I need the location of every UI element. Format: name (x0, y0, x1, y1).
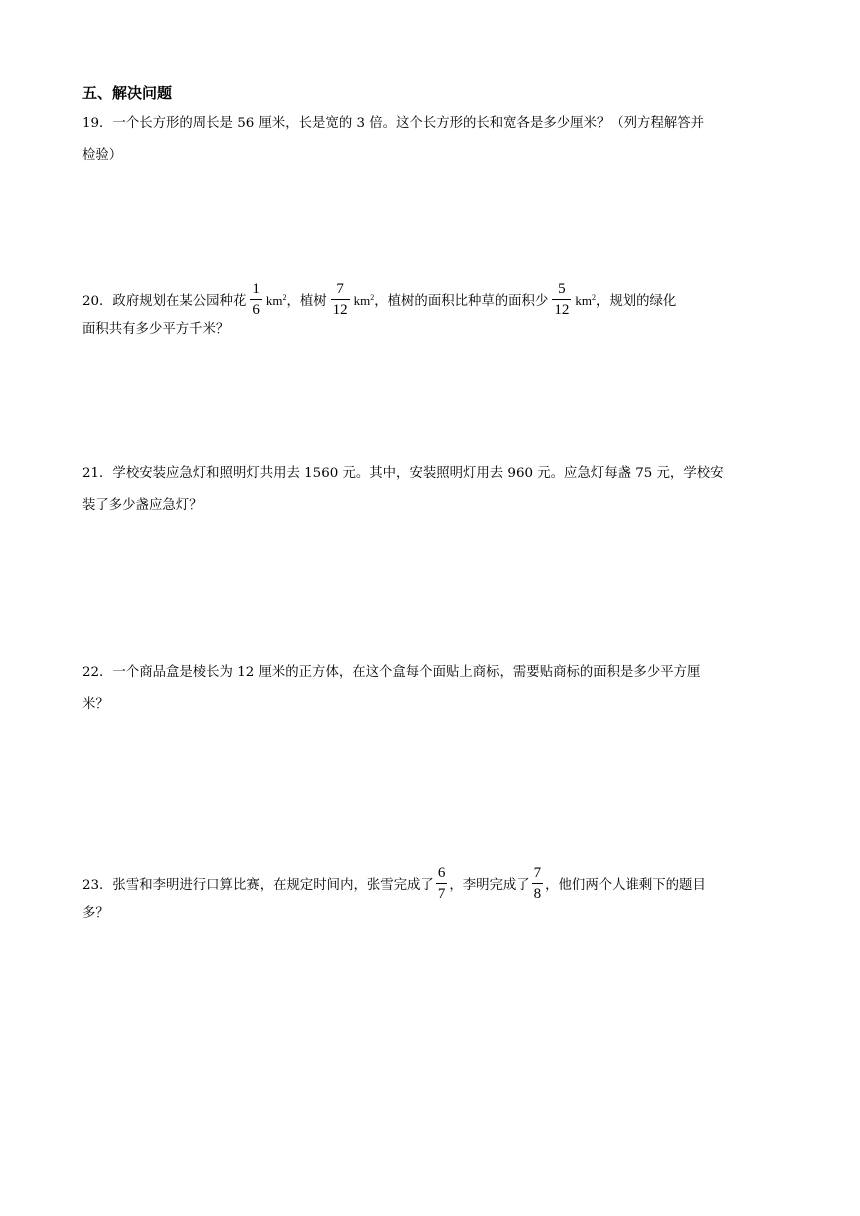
fraction-numerator: 7 (331, 280, 350, 300)
fraction-numerator: 7 (532, 864, 544, 884)
fraction-six-sevenths (436, 864, 448, 903)
fraction-denominator: 8 (533, 886, 542, 902)
question-21 (82, 458, 812, 522)
question-20-text-a: 20．政府规划在某公园种花 (82, 294, 247, 309)
unit-text: km (575, 293, 592, 308)
question-20-line-1 (82, 281, 812, 318)
fraction-numerator: 5 (552, 280, 571, 300)
question-23-line-2: 多？ (82, 906, 109, 921)
question-22 (82, 657, 812, 721)
fraction-denominator: 12 (332, 302, 348, 318)
fraction-numerator: 6 (436, 864, 448, 884)
question-20 (82, 282, 812, 346)
question-20-text-d: ，规划的绿化 (595, 294, 677, 309)
fraction-denominator: 12 (554, 302, 570, 318)
question-23 (82, 866, 812, 930)
fraction-seven-eighths (532, 864, 544, 903)
question-23-line-1 (82, 865, 812, 902)
unit-exponent: 2 (370, 293, 375, 302)
question-22-line-1: 22．一个商品盒是棱长为 12 厘米的正方体，在这个盒每个面贴上商标，需要贴商标的面积是多少平方厘 (82, 665, 701, 680)
question-21-line-2: 装了多少盏应急灯？ (82, 498, 203, 513)
question-20-text-c: ，植树的面积比种草的面积少 (374, 294, 549, 309)
question-20-line-2: 面积共有多少平方千米？ (82, 322, 230, 337)
question-19 (82, 108, 812, 172)
unit-exponent: 2 (591, 293, 596, 302)
unit-text: km (265, 293, 283, 308)
fraction-denominator: 6 (252, 302, 260, 318)
question-22-line-2: 米？ (82, 697, 109, 712)
unit-km2 (266, 293, 287, 308)
fraction-denominator: 7 (437, 886, 446, 902)
unit-km2 (575, 293, 596, 308)
unit-text: km (353, 293, 371, 308)
unit-km2 (354, 293, 375, 308)
question-19-line-2: 检验） (82, 148, 123, 163)
section-title: 五、解决问题 (82, 84, 173, 102)
question-20-text-b: ，植树 (286, 294, 327, 309)
question-21-line-1: 21．学校安装应急灯和照明灯共用去 1560 元。其中，安装照明灯用去 960 元。应急灯每盏 75 元，学校安 (82, 466, 724, 481)
question-23-text-b: ，李明完成了 (449, 878, 530, 893)
unit-exponent: 2 (282, 293, 287, 302)
fraction-seven-twelfths (331, 280, 350, 319)
fraction-numerator: 1 (250, 280, 262, 300)
question-23-text-a: 23．张雪和李明进行口算比赛，在规定时间内，张雪完成了 (82, 878, 434, 893)
question-19-line-1: 19．一个长方形的周长是 56 厘米，长是宽的 3 倍。这个长方形的长和宽各是多少厘米？（列方程解答并 (82, 116, 705, 131)
fraction-five-twelfths (552, 280, 571, 319)
fraction-one-sixth (250, 280, 262, 319)
question-23-text-c: ，他们两个人谁剩下的题目 (545, 878, 706, 893)
